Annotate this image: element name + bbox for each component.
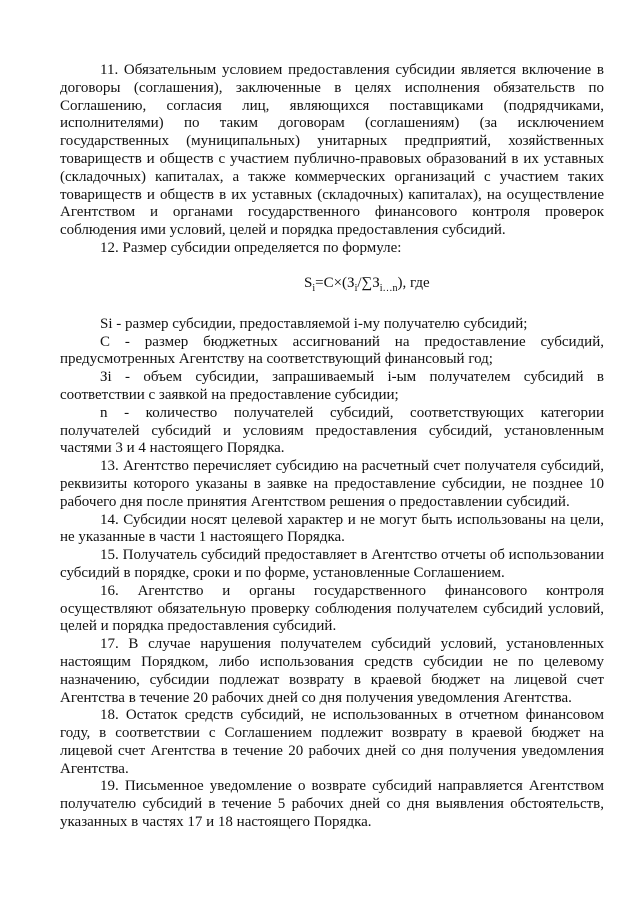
paragraph-14: 14. Субсидии носят целевой характер и не могут быть использованы на цели, не указанные в части 1 настоящего Порядка. [60,511,604,546]
paragraph-18: 18. Остаток средств субсидий, не использованных в отчетном финансовом году, в соответствии с Соглашением подлежит возврату в краевой бюджет на лицевой счет Агентства в течение 20 рабочих дней со дня получения уведомления Агентства. [60,707,604,777]
formula-sum: /∑З [357,274,380,291]
paragraph-12: 12. Размер субсидии определяется по формуле: [100,239,402,256]
definition-n: n - количество получателей субсидий, соответствующих категории получателей субсидий и условиям предоставления субсидий, установленным частями 3 и 4 настоящего Порядка. [60,404,604,457]
formula-z-sub: i [354,282,358,294]
formula-lhs-sub: i [312,282,316,294]
paragraph-19: 19. Письменное уведомление о возврате субсидий направляется Агентством получателю субсидий в течение 5 рабочих дней со дня выявления обстоятельств, указанных в частях 17 и 18 настоящего Порядка. [60,778,604,831]
formula-tail: ), где [397,274,430,291]
paragraph-17: 17. В случае нарушения получателем субсидий условий, установленных настоящим Порядком, либо использования средств субсидии не по целевому назначению, субсидии подлежат возврату в краевой бюджет на лицевой счет Агентства в течение 20 рабочих дней со дня получения уведомления Агентства. [60,636,604,706]
document-page [60,62,604,832]
formula-eq: =С×(З [315,274,355,291]
definition-z: Зi - объем субсидии, запрашиваемый i-ым получателем субсидий в соответствии с заявкой на предоставление субсидии; [60,369,604,403]
subsidy-formula [60,274,604,292]
paragraph-11: 11. Обязательным условием предоставления субсидии является включение в договоры (соглашения), заключенные в целях исполнения обязательств по Соглашению, согласия лиц, являющихся поставщиками (подрядчиками, исполнителями) по таким договорам (соглашениям) (за исключением государственных (муниципальных) унитарных предприятий, хозяйственных товариществ и обществ с участием публично-правовых образований в их уставных (складочных) капиталах, а также коммерческих организаций с участием таких товариществ и обществ в их уставных (складочных) капиталах), на осуществление Агентством и органами государственного финансового контроля проверок соблюдения ими условий, целей и порядка предоставления субсидий. [60,62,604,239]
formula-sum-sub: i…n [379,282,398,294]
paragraph-16: 16. Агентство и органы государственного финансового контроля осуществляют обязательную проверку соблюдения получателем субсидий условий, целей и порядка предоставления субсидий. [60,582,604,635]
paragraph-13: 13. Агентство перечисляет субсидию на расчетный счет получателя субсидий, реквизиты которого указаны в заявке на предоставление субсидии, не позднее 10 рабочего дня после принятия Агентством решения о предоставлении субсидий. [60,458,604,510]
definition-c: С - размер бюджетных ассигнований на предоставление субсидий, предусмотренных Агентству на соответствующий финансовый год; [60,333,604,368]
formula-lhs: S [304,274,313,291]
definition-s: Si - размер субсидии, предоставляемой i-му получателю субсидий; [100,315,528,332]
paragraph-15: 15. Получатель субсидий предоставляет в Агентство отчеты об использовании субсидий в порядке, сроки и по форме, установленные Соглашением. [60,547,604,581]
